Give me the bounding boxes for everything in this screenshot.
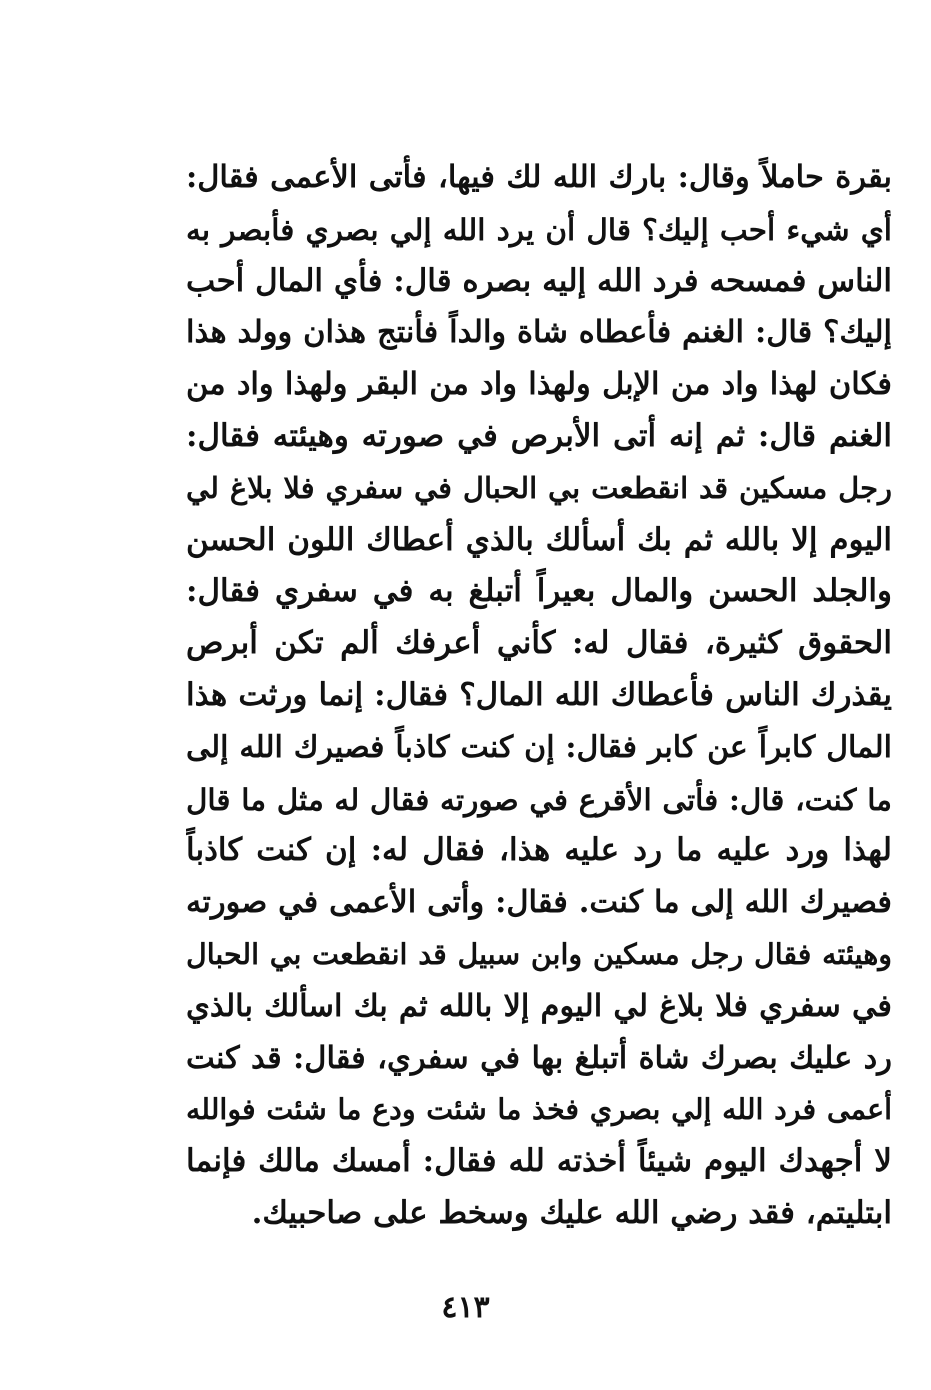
text-line-11: يقذرك الناس فأعطاك الله المال؟ فقال: إنما ورثت هذا: [186, 676, 892, 713]
text-line-21: ابتليتم، فقد رضي الله عليك وسخط على صاحبيك.: [251, 1194, 892, 1231]
text-line-14: لهذا ورد عليه ما رد عليه هذا، فقال له: إن كنت كاذباً: [186, 832, 892, 869]
page-number: ٤١٣: [441, 1290, 490, 1325]
text-line-10: الحقوق كثيرة، فقال له: كأني أعرفك ألم تكن أبرص: [186, 625, 892, 662]
text-line-8: اليوم إلا بالله ثم بك أسألك بالذي أعطاك اللون الحسن: [186, 521, 892, 558]
text-line-2: أي شيء أحب إليك؟ قال أن يرد الله إلي بصري فأبصر به: [186, 211, 892, 247]
text-line-9: والجلد الحسن والمال بعيراً أتبلغ به في سفري فقال:: [186, 573, 892, 610]
body-text: [186, 152, 892, 1240]
text-line-15: فصيرك الله إلى ما كنت. فقال: وأتى الأعمى في صورته: [186, 884, 892, 921]
text-line-20: لا أجهدك اليوم شيئاً أخذته لله فقال: أمسك مالك فإنما: [186, 1143, 892, 1180]
text-line-17: في سفري فلا بلاغ لي اليوم إلا بالله ثم بك اسألك بالذي: [186, 987, 892, 1024]
text-line-6: الغنم قال: ثم إنه أتى الأبرص في صورته وهيئته فقال:: [186, 417, 892, 454]
text-line-1: بقرة حاملاً وقال: بارك الله لك فيها، فأتى الأعمى فقال:: [186, 159, 892, 195]
text-line-7: رجل مسكين قد انقطعت بي الحبال في سفري فلا بلاغ لي: [186, 470, 892, 505]
text-line-3: الناس فمسحه فرد الله إليه بصره قال: فأي المال أحب: [186, 262, 892, 299]
text-line-4: إليك؟ قال: الغنم فأعطاه شاة والداً فأنتج هذان وولد هذا: [186, 314, 892, 351]
text-line-5: فكان لهذا واد من الإبل ولهذا واد من البقر ولهذا واد من: [186, 366, 892, 403]
text-line-19: أعمى فرد الله إلي بصري فخذ ما شئت ودع ما شئت فوالله: [186, 1092, 892, 1127]
text-line-16: وهيئته فقال رجل مسكين وابن سبيل قد انقطعت بي الحبال: [186, 936, 892, 971]
text-line-12: المال كابراً عن كابر فقال: إن كنت كاذباً فصيرك الله إلى: [186, 729, 892, 765]
text-line-18: رد عليك بصرك شاة أتبلغ بها في سفري، فقال: قد كنت: [186, 1039, 892, 1076]
text-line-13: ما كنت، قال: فأتى الأقرع في صورته فقال له مثل ما قال: [186, 781, 892, 817]
